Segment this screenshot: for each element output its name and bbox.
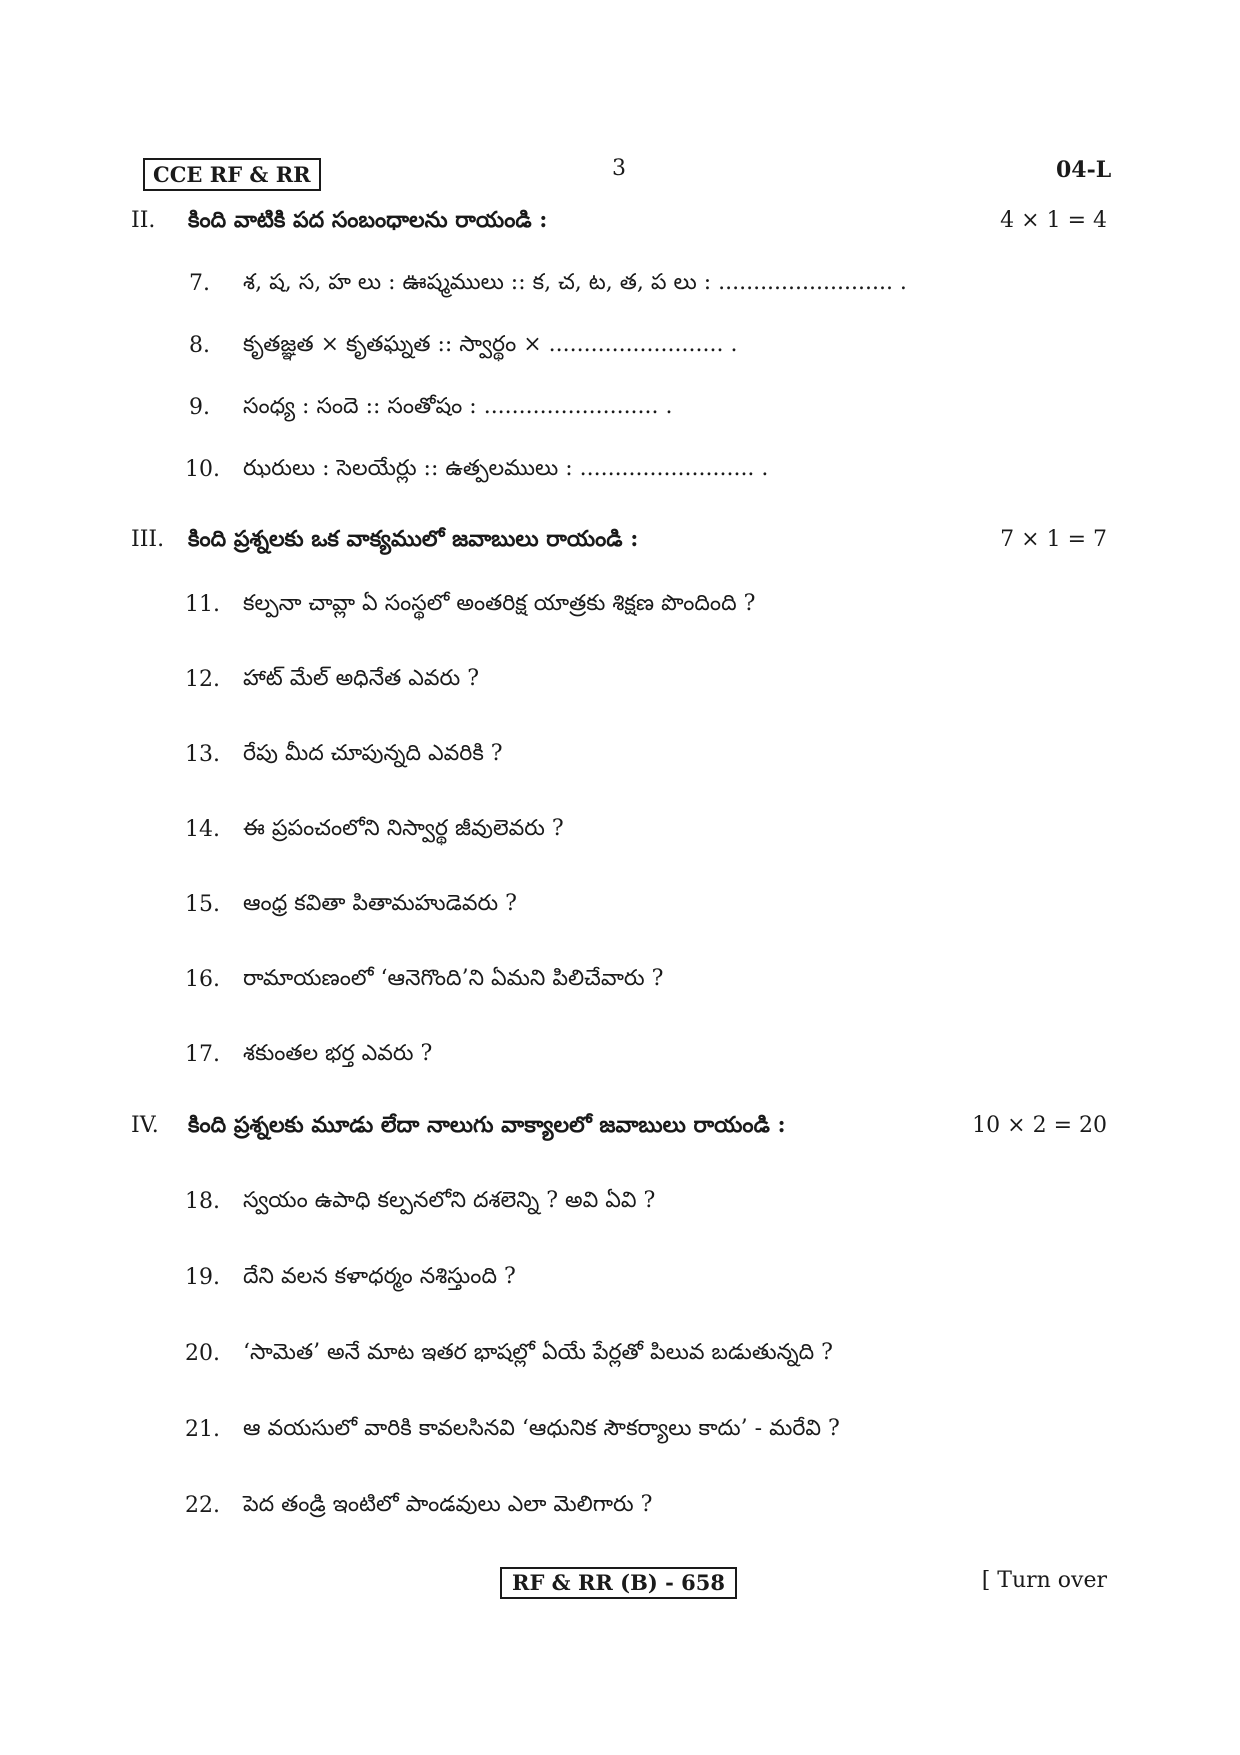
- footer-code-box: RF & RR (B) - 658: [500, 1567, 737, 1599]
- section-number: III.: [131, 527, 165, 552]
- section-title: కింది ప్రశ్నలకు ఒక వాక్యములో జవాబులు రాయండి :: [188, 526, 639, 552]
- question-number: 21.: [185, 1417, 220, 1442]
- question-text: ఆంధ్ర కవితా పితామహుడెవరు ?: [243, 891, 517, 916]
- question-text: శ, ష, స, హ లు : ఊష్మములు :: క, చ, ట, త, ప లు : ......................... .: [243, 270, 907, 295]
- question-number: 18.: [185, 1189, 220, 1214]
- question-text: ‘సామెత’ అనే మాట ఇతర భాషల్లో ఏయే పేర్లతో పిలువ బడుతున్నది ?: [243, 1340, 833, 1365]
- question-number: 9.: [189, 395, 210, 420]
- question-text: పెద తండ్రి ఇంటిలో పాండవులు ఎలా మెలిగారు ?: [243, 1492, 653, 1517]
- question-number: 8.: [189, 333, 210, 358]
- section-title: కింది ప్రశ్నలకు మూడు లేదా నాలుగు వాక్యాలలో జవాబులు రాయండి :: [188, 1112, 786, 1138]
- question-number: 15.: [185, 892, 220, 917]
- header-code-box: CCE RF & RR: [143, 158, 321, 191]
- question-number: 14.: [185, 817, 220, 842]
- turn-over-note: [ Turn over: [981, 1568, 1107, 1593]
- section-number: IV.: [131, 1113, 159, 1138]
- question-text: ఈ ప్రపంచంలోని నిస్వార్థ జీవులెవరు ?: [243, 816, 564, 841]
- question-text: రామాయణంలో ‘ఆనెగొంది’ని ఏమని పిలిచేవారు ?: [243, 966, 664, 991]
- question-number: 12.: [185, 667, 220, 692]
- section-marks: 4 × 1 = 4: [1000, 208, 1107, 233]
- question-number: 17.: [185, 1042, 220, 1067]
- question-number: 13.: [185, 742, 220, 767]
- question-number: 20.: [185, 1341, 220, 1366]
- question-text: కల్పనా చావ్లా ఏ సంస్థలో అంతరిక్ష యాత్రకు శిక్షణ పొందింది ?: [243, 591, 756, 616]
- question-text: సంధ్య : సందె :: సంతోషం : ......................... .: [243, 394, 673, 419]
- question-text: హాట్ మేల్ అధినేత ఎవరు ?: [243, 666, 479, 691]
- section-number: II.: [131, 208, 156, 233]
- section-marks: 10 × 2 = 20: [972, 1113, 1107, 1138]
- question-text: రేపు మీద చూపున్నది ఎవరికి ?: [243, 741, 503, 766]
- question-number: 7.: [189, 271, 210, 296]
- paper-code: 04-L: [1056, 157, 1112, 183]
- question-text: దేని వలన కళాధర్మం నశిస్తుంది ?: [243, 1264, 516, 1289]
- question-number: 11.: [185, 592, 220, 617]
- question-text: కృతజ్ఞత × కృతఘ్నత :: స్వార్థం × ......................... .: [243, 332, 738, 357]
- question-text: ఝరులు : సెలయేర్లు :: ఉత్పలములు : ......................... .: [243, 456, 769, 481]
- question-text: స్వయం ఉపాధి కల్పనలోని దశలెన్ని ? అవి ఏవి ?: [243, 1188, 656, 1213]
- question-number: 10.: [185, 457, 220, 482]
- question-number: 19.: [185, 1265, 220, 1290]
- question-number: 16.: [185, 967, 220, 992]
- section-marks: 7 × 1 = 7: [1000, 527, 1107, 552]
- question-text: ఆ వయసులో వారికి కావలసినవి ‘ఆధునిక సౌకర్యాలు కాదు’ - మరేవి ?: [243, 1416, 840, 1441]
- section-title: కింది వాటికి పద సంబంధాలను రాయండి :: [188, 207, 548, 233]
- page-number: 3: [612, 156, 626, 181]
- question-text: శకుంతల భర్త ఎవరు ?: [243, 1041, 433, 1066]
- question-number: 22.: [185, 1493, 220, 1518]
